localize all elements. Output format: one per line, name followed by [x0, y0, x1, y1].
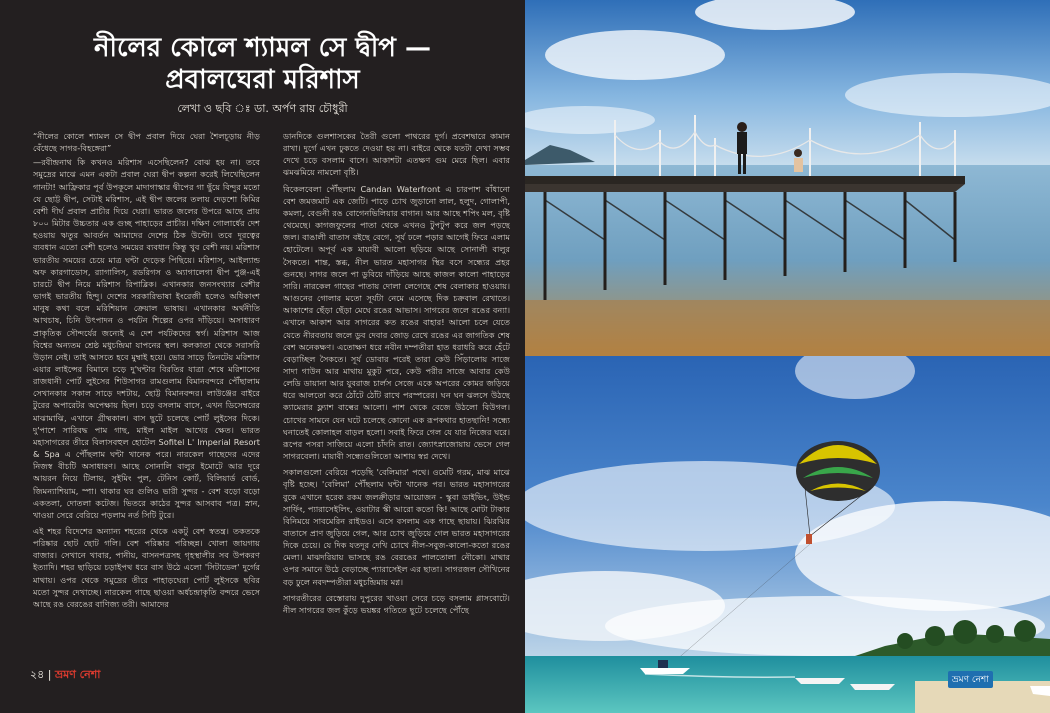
magazine-name: ভ্রমণ নেশা	[55, 668, 101, 681]
paragraph: ডানদিকে গুলশাসকের তৈরী গুলো পাথরের দুর্গ। প্রবেশদ্বারে কামান রাখা। দুর্গে এখন ঢুকতে দেওয়া হয় না। বাইরে থেকে যতটা দেখা সম্ভব দেখে চড়ে বসলাম বাসে। আকাশটা এতক্ষণ গুম মেরে ছিল। এবার ঝমঝমিয়ে নামলো বৃষ্টি।	[283, 131, 510, 178]
paragraph: সাগরতীরের রেস্তোরায় দুপুরের খাওয়া সেরে চড়ে বসলাম গ্লাসবোটে। নীল সাগরের জল কুঁড়ে ভয়ঙ্কর গতিতে ছুটে চলেছে পৌঁছে	[283, 592, 510, 615]
opening-quote: “নীলের কোলে শ্যামল সে দ্বীপ প্রবাল দিয়ে ঘেরা শৈলচূড়ায় নীড় বেঁধেছে সাগর-বিহঙ্গেরা”	[33, 131, 260, 154]
byline: লেখা ও ছবি ঃ ডা. অর্পণ রায় চৌধুরী	[177, 102, 348, 115]
paragraph: বিকেলবেলা পৌঁছলাম Candan Waterfront এ চারপাশ বাঁধানো বেশ জমজমাট এক জেটি। পাড়ে চোখ জুড়ানো লাল, হলুদ, গোলাপী, কমলা, বেগুনী রঙ বোগেনভিলিয়ার বাগান। আর আছে শপিং মল, বৃষ্টি থেমেছে। কাগজফুলের পাতা থেকে এখনও টুপটুপ করে জল পড়ছে জল। বাঙালী বাতাস বইছে বেগে, সূর্য ঢলে পড়ার আগেই ফিরে এলাম হোটেলে। অপূর্ব এক মায়াবী আলো ছড়িয়ে আছে সোনালী বালুর সৈকতে। শান্ত, স্তব্ধ, নীল ভারত মহাসাগর স্থির বসে সন্ধ্যের প্রহর গুনছে। সাগর জলে পা ডুবিয়ে দাঁড়িয়ে আছে কাজল কালো পাহাড়ের সারি। নারকেল গাছের পাতায় দোলা লেগেছে শেষ বেলাকার হাওয়ায়। আগুনের গোলার মতো সূর্যটা নেমে এসেছে দিক চক্রবাল রেখাতে। আকাশের ছেঁড়া ছেঁড়া মেঘে রঙের আভাস। সাগরের জলে রঙের বন্যা। এখানে আকাশ আর সাগরের কত রঙের বাহার! আলো চলে যেতে যেতে নীরবতায় জলে ডুব দেবার জোড় রেখে রঙের এর জাগতিক শেষ বেশ অনেকক্ষণ। এতোক্ষণ ধরে নবীন দম্পতীরা হাত ধরাধরি করে হেঁটে বেড়াচ্ছিল সৈকতে। সূর্য ডোবার পরেই তারা কেউ সিঁড়ালোয় সাজে সাদা গাউন আর মাথায় মুকুট পরে, কেউ পরীর সাজে আবার কেউ লেডি ডায়ানা আর যুবরাজ চার্লস সেজে একে অপরের কোমর জড়িয়ে ধরে আলতো করে ঠোঁটে ঠোঁট রাখে পরস্পরের। ঘন ঘন ঝলসে উঠছে ক্যামেরার ফ্ল্যাশ বাল্বের আলো। পাশ থেকে বেজে উঠলো বিউগল। চোখের সামনে যেন ঘটে চলেছে কোনো এক রূপকথার হাতছানি! সন্ধ্যে ঘনাতেই কোলাহল বাড়ল হলো। সবাই ফিরে গেল যে যার নিজের ঘরে। রূপের পসরা সাজিয়ে এলো চাঁদনি রাত। জ্যোৎস্নাজোয়ায় ভেসে গেল সাগরবেলা। মায়াবী সন্ধ্যেগুলিতো আশায় স্বপ্ন দেখে।	[283, 183, 510, 462]
page-number: ২৪	[30, 668, 45, 681]
article-title-line1: নীলের কোলে শ্যামল সে দ্বীপ —	[94, 33, 431, 63]
folio-separator: |	[47, 668, 55, 681]
paragraph: সকালগুলো বেরিয়ে পড়েছি 'বেলিমার' পথে। ওমেটি গরম, মাঝ মাঝে বৃষ্টি হচ্ছে। 'বেলিমা' পৌঁছলাম ঘন্টা খানেক পর। ভারত মহাসাগরের বুকে এখানে হরেক রকম জলক্রীড়ার আয়োজন - স্কুবা ডাইভিং, উইন্ড সার্ফিং, প্যারাসেইলিং, ওয়াটার স্কী আরো কতো কি! আছে মোটা টাকার বিনিময়ে সাবমেরিন রাইডও। এসে বসলাম এক গাছে ছায়ায়। ঝিরঝির বাতাসে প্রাণ জুড়িয়ে গেল, আর চোখ জুড়িয়ে গেল ভারত মহাসাগরের দিকে চেয়ে। যে দিক যতদূর দেখি চোখে নীল-সবুজ-কালো-কতো রঙের মেলা। মাঝদরিয়ায় ভাসছে রঙ বেরঙের পালতোলা নৌকো। মাথার ওপর সমানে উঠে বেড়াচ্ছে প্যারাসেইল এর ছাতা। সাগরজল সৌখিনের বড় ঢুলে নবদম্পতীরা মধুচন্দ্রিমায় মগ্ন।	[283, 467, 510, 587]
jetty-photo	[525, 0, 1050, 356]
article-title-line2: প্রবালঘেরা মরিশাস	[165, 65, 360, 95]
text-column-1	[33, 130, 260, 660]
photo-tag: ভ্রমণ নেশা	[948, 671, 993, 688]
page-folio	[30, 666, 100, 685]
parasail-canopy	[796, 441, 880, 501]
parasailing-photo	[525, 356, 1050, 713]
paragraph: —রবীন্দ্রনাথ কি কখনও মরিশাস এসেছিলেন? বোঝ হয় না। তবে সমুদ্রের মাঝে এমন একটা প্রবাল ঘেরা দ্বীপ কল্পনা করেই লিখেছিলেন গানটা! আফ্রিকার পূর্ব উপকূলে মাদাগাস্কার দ্বীপের গা ছুঁয়ে বিন্দুর মতো যে ছোট্ট দ্বীপ, সেটাই মরিশাস, এই দ্বীপ জলের তলায় দেড়শো কিমির বেশী দীর্ঘ প্রবাল প্রাচীর দিয়ে ঘেরা। ভারত জলের উপরে আছে প্রায় ৮০০ মিটার উচ্চতার এক গুচ্ছ পাহাড়ের প্রাচীর। দক্ষিণ গোলার্ধের দেশ হওয়ায় ঋতুর আবর্তন আমাদের দেশের ঠিক উল্টো। তবে দূরত্বের ব্যবধান এতো বেশী হলেও সময়ের ব্যবধান কিন্তু খুব বেশী নয়। মরিশাস ভারতীয় সময়ের চেয়ে মাত্র ঘন্টা দেড়েক পিছিয়ে। মরিশাস, আইল্যান্ড অফ কারগাডোস, র‍্যাগালিস, রডরিগস ও অ্যাগালেগা দ্বীপ পুঞ্জ-এই চারটে দ্বীপ নিয়ে মরিশাস রিপাব্লিক। এখানকার জনসংখ্যার বেশীর ভাগই ভারতীয় হিন্দু। দেশের সরকারিভাষা ইংরেজী হলেও অধিকাংশ মানুষ কথা বলে মরিশিয়ান ক্রেয়াল ভাষায়। এখানকার অর্থনীতি আখচাষ, চিনি উৎপাদন ও পর্যটন শিল্পের ওপর দাঁড়িয়ে। অসাধারণ প্রাকৃতিক সৌন্দর্যের জন্যেই এ দেশ পর্যটকদের স্বর্গ। মরিশাস আজ বিশ্বের অন্যতম শ্রেষ্ঠ মধুচন্দ্রিমা যাপনের স্থল। কলকাতা থেকে সরাসরি উড়ান নেই। তাই আসতে হবে মুম্বাই হয়ে। ভোর সাড়ে তিনটেয় মরিশাস এয়ার লাইন্সের বিমানে চড়ে দু'ঘন্টার বিরতির যাত্রা শেষে মরিশাসের রাজধানী পোর্ট লুইসের শিউসাগর রামগুলাম বিমানবন্দরে পৌঁছালাম সেখানকার সকাল সাড়ে দশটায়, ছোট্ট বিমানবন্দর। লাউঞ্জের বাইরে টুরের অপারেটর অপেক্ষায় ছিল। চড়ে বসলাম বাসে, এখন ডিসেম্বরের মাঝামাঝি, এখানে গ্রীষ্মকাল। বাস ছুটে চলেছে পোর্ট লুইসের দিকে। দু'পাশে সারিবদ্ধ পাম গাছ, মাইল মাইল আখের ক্ষেত। ভারত মহাসাগরের তীরে বিলাসবহুল হোটেল Sofitel L' Imperial Resort & Spa এ পৌঁছলাম ঘন্টা খানেক পরে। নারকেল গাছেদের এদের নিজস্ব বীচটি অসাধারণ। আছে সোনালি বালুর ইমোটে আর দূরে আয়রন নিয়ে টিলায়, সুইমিং পুল, টেনিস কোর্ট, বিলিয়ার্ড বোর্ড, জিমন্যাশিয়াম, স্পা। থাকার ঘর গুলিও ভারী সুন্দর - বেশ বড়ো বড়ো একতলা, দোতলা কটেজ। ভিতরে কাঠের সুন্দর আসবাব পত্র। স্নান, খাওয়া সেরে বেরিয়ে পড়লাম নর্ত সিটি টুরে।	[33, 157, 260, 520]
paragraph: এই শহর বিদেশের অন্যান্য শহরের থেকে একটু বেশ স্বতন্ত্র। তকতকে পরিষ্কার ছোট ছোট গলি। বেশ পরিষ্কার পরিচ্ছন্ন। খোলা জায়গায় বাজার। সেখানে খাবার, পানীয়, বাসনপত্রসহ গৃহস্থালীর সব উপকরণ ইত্যাদি। শহর ছাড়িয়ে চড়াইপথ ধরে বাস উঠে এলো 'সিটাডেল' দুর্গের মাথায়। ওপর থেকে সমুদ্রের তীরে পাহাড়ঘেরা পোর্ট লুইসকে ছবির মতো সুন্দর দেখাচ্ছে। নারকেল গাছে ছাওয়া অর্ধচন্দ্রাকৃতি বন্দরে ভেসে আছে রঙ বেরঙের বাণিজ্য তরী। আমাদের	[33, 526, 260, 609]
photo-page	[525, 0, 1050, 713]
text-column-2	[283, 130, 510, 660]
